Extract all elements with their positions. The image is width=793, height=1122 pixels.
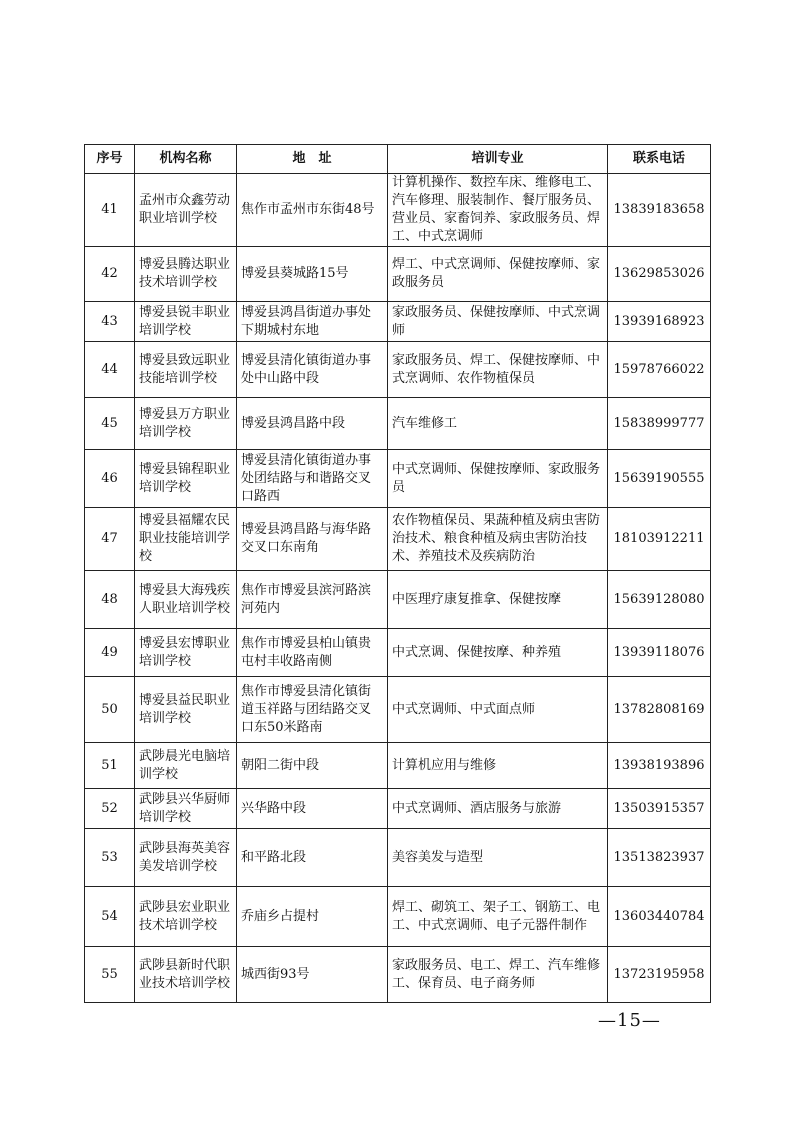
contact-phone: 13939168923 [608, 302, 711, 342]
table-row [85, 629, 711, 677]
institution-name: 博爱县锐丰职业培训学校 [135, 302, 237, 342]
training-majors: 美容美发与造型 [388, 829, 608, 887]
contact-phone: 15978766022 [608, 342, 711, 398]
institution-name: 博爱县万方职业培训学校 [135, 398, 237, 450]
institution-address: 博爱县鸿昌街道办事处下期城村东地 [237, 302, 388, 342]
contact-phone: 13938193896 [608, 743, 711, 789]
training-majors: 计算机操作、数控车床、维修电工、汽车修理、服装制作、餐厅服务员、营业员、家畜饲养、家政服务员、焊工、中式烹调师 [388, 174, 608, 247]
contact-phone: 13723195958 [608, 947, 711, 1003]
row-number: 52 [85, 789, 135, 829]
contact-phone: 13782808169 [608, 677, 711, 743]
row-number: 50 [85, 677, 135, 743]
contact-phone: 13603440784 [608, 887, 711, 947]
table-row [85, 789, 711, 829]
training-institutions-table [84, 144, 711, 1003]
institution-address: 博爱县鸿昌路中段 [237, 398, 388, 450]
header-training-majors: 培训专业 [388, 145, 608, 174]
table-header-row [85, 145, 711, 174]
training-majors: 家政服务员、保健按摩师、中式烹调师 [388, 302, 608, 342]
institution-name: 博爱县宏博职业培训学校 [135, 629, 237, 677]
training-majors: 计算机应用与维修 [388, 743, 608, 789]
row-number: 48 [85, 571, 135, 629]
header-number: 序号 [85, 145, 135, 174]
table-row [85, 398, 711, 450]
row-number: 46 [85, 450, 135, 508]
row-number: 45 [85, 398, 135, 450]
institution-name: 博爱县锦程职业培训学校 [135, 450, 237, 508]
row-number: 41 [85, 174, 135, 247]
contact-phone: 13629853026 [608, 247, 711, 302]
table-row [85, 174, 711, 247]
contact-phone: 13503915357 [608, 789, 711, 829]
institution-name: 博爱县益民职业培训学校 [135, 677, 237, 743]
institution-name: 博爱县福耀农民职业技能培训学校 [135, 508, 237, 571]
institution-address: 博爱县清化镇街道办事处团结路与和谐路交叉口路西 [237, 450, 388, 508]
row-number: 47 [85, 508, 135, 571]
contact-phone: 15838999777 [608, 398, 711, 450]
table-row [85, 677, 711, 743]
contact-phone: 13513823937 [608, 829, 711, 887]
institution-name: 武陟晨光电脑培训学校 [135, 743, 237, 789]
contact-phone: 15639128080 [608, 571, 711, 629]
training-majors: 中式烹调师、中式面点师 [388, 677, 608, 743]
header-address: 地 址 [237, 145, 388, 174]
institution-address: 焦作市孟州市东街48号 [237, 174, 388, 247]
institution-address: 博爱县清化镇街道办事处中山路中段 [237, 342, 388, 398]
row-number: 53 [85, 829, 135, 887]
training-majors: 农作物植保员、果蔬种植及病虫害防治技术、粮食种植及病虫害防治技术、养殖技术及疾病防治 [388, 508, 608, 571]
institution-name: 武陟县海英美容美发培训学校 [135, 829, 237, 887]
row-number: 43 [85, 302, 135, 342]
institution-address: 朝阳二街中段 [237, 743, 388, 789]
training-majors: 中式烹调师、保健按摩师、家政服务员 [388, 450, 608, 508]
institution-address: 博爱县鸿昌路与海华路交叉口东南角 [237, 508, 388, 571]
training-majors: 家政服务员、电工、焊工、汽车维修工、保育员、电子商务师 [388, 947, 608, 1003]
institution-address: 焦作市博爱县柏山镇贵屯村丰收路南侧 [237, 629, 388, 677]
row-number: 42 [85, 247, 135, 302]
institution-name: 武陟县新时代职业技术培训学校 [135, 947, 237, 1003]
table-row [85, 302, 711, 342]
training-majors: 汽车维修工 [388, 398, 608, 450]
row-number: 54 [85, 887, 135, 947]
institution-address: 焦作市博爱县滨河路滨河苑内 [237, 571, 388, 629]
institution-name: 博爱县腾达职业技术培训学校 [135, 247, 237, 302]
institution-name: 孟州市众鑫劳动职业培训学校 [135, 174, 237, 247]
institution-name: 博爱县大海残疾人职业培训学校 [135, 571, 237, 629]
institution-address: 博爱县葵城路15号 [237, 247, 388, 302]
table-row [85, 743, 711, 789]
table-row [85, 508, 711, 571]
institution-name: 博爱县致远职业技能培训学校 [135, 342, 237, 398]
table-row [85, 571, 711, 629]
row-number: 49 [85, 629, 135, 677]
table-row [85, 450, 711, 508]
institution-address: 焦作市博爱县清化镇街道玉祥路与团结路交叉口东50米路南 [237, 677, 388, 743]
table-row [85, 947, 711, 1003]
row-number: 55 [85, 947, 135, 1003]
page-number: —15— [598, 1010, 661, 1031]
institution-name: 武陟县宏业职业技术培训学校 [135, 887, 237, 947]
institution-address: 兴华路中段 [237, 789, 388, 829]
header-institution-name: 机构名称 [135, 145, 237, 174]
training-majors: 焊工、中式烹调师、保健按摩师、家政服务员 [388, 247, 608, 302]
contact-phone: 18103912211 [608, 508, 711, 571]
training-majors: 焊工、砌筑工、架子工、钢筋工、电工、中式烹调师、电子元器件制作 [388, 887, 608, 947]
table-row [85, 342, 711, 398]
institution-name: 武陟县兴华厨师培训学校 [135, 789, 237, 829]
training-majors: 中式烹调师、酒店服务与旅游 [388, 789, 608, 829]
institution-address: 和平路北段 [237, 829, 388, 887]
table-row [85, 887, 711, 947]
table-row [85, 829, 711, 887]
row-number: 51 [85, 743, 135, 789]
training-majors: 中医理疗康复推拿、保健按摩 [388, 571, 608, 629]
contact-phone: 15639190555 [608, 450, 711, 508]
training-majors: 家政服务员、焊工、保健按摩师、中式烹调师、农作物植保员 [388, 342, 608, 398]
contact-phone: 13839183658 [608, 174, 711, 247]
training-majors: 中式烹调、保健按摩、种养殖 [388, 629, 608, 677]
contact-phone: 13939118076 [608, 629, 711, 677]
row-number: 44 [85, 342, 135, 398]
institution-address: 城西街93号 [237, 947, 388, 1003]
institution-address: 乔庙乡占提村 [237, 887, 388, 947]
table-row [85, 247, 711, 302]
header-phone: 联系电话 [608, 145, 711, 174]
